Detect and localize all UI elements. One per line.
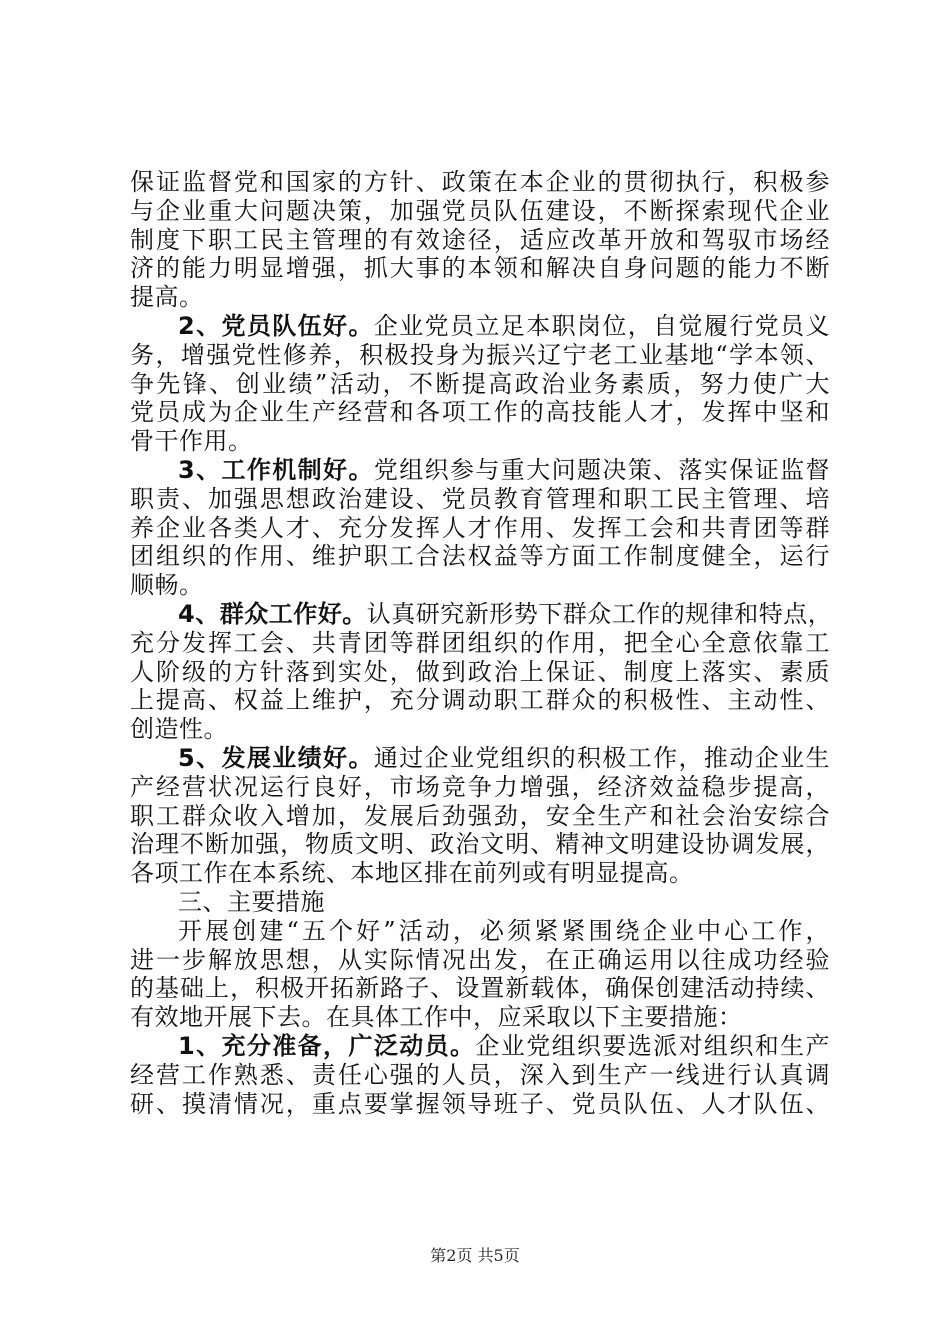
paragraph-text: 通过企业党组织的积极工作，推动企业生 [373, 743, 831, 772]
text-line: 保证监督党和国家的方针、政策在本企业的贯彻执行，积极参 [130, 168, 830, 196]
text-line: 提高。 [130, 283, 204, 312]
paragraph-text: 企业党组织要选派对组织和生产 [475, 1031, 830, 1060]
text-line: 团组织的作用、维护职工合法权益等方面工作制度健全，运行 [130, 542, 830, 571]
text-line: 产经营状况运行良好，市场竞争力增强，经济效益稳步提高， [130, 772, 830, 801]
text-line: 各项工作在本系统、本地区排在前列或有明显提高。 [130, 859, 694, 888]
paragraph-party-members [130, 312, 830, 456]
text-line: 党员成为企业生产经营和各项工作的高技能人才，发挥中坚和 [130, 398, 830, 427]
paragraph-development [130, 744, 830, 888]
text-line: 研、摸清情况，重点要掌握领导班子、党员队伍、人才队伍、 [130, 1089, 830, 1118]
page-number: 第2页 共5页 [430, 1246, 520, 1265]
paragraph-preparation [130, 1032, 830, 1118]
section-title: 三、主要措施 [178, 887, 325, 916]
paragraph-text: 企业党员立足本职岗位，自觉履行党员义 [373, 311, 831, 340]
paragraph-mass-work [130, 599, 833, 744]
text-line [130, 312, 830, 341]
paragraph-heading: 2、党员队伍好。 [178, 311, 374, 340]
paragraph-text: 党组织参与重大问题决策、落实保证监督 [373, 455, 831, 484]
section-heading [130, 888, 830, 917]
paragraph-heading: 3、工作机制好。 [178, 455, 374, 484]
paragraph-heading: 5、发展业绩好。 [178, 743, 374, 772]
text-line: 治理不断加强，物质文明、政治文明、精神文明建设协调发展， [130, 830, 830, 859]
text-line: 制度下职工民主管理的有效途径，适应改革开放和驾驭市场经 [130, 225, 830, 254]
text-line: 骨干作用。 [130, 427, 253, 456]
text-line: 的基础上，积极开拓新路子、设置新载体，确保创建活动持续、 [130, 974, 830, 1003]
page-footer [0, 1246, 950, 1266]
paragraph-work-mechanism [130, 456, 830, 600]
text-line: 争先锋、创业绩”活动，不断提高政治业务素质，努力使广大 [130, 369, 830, 398]
paragraph-measures-intro [130, 917, 830, 1032]
paragraph-continuation [130, 168, 830, 312]
text-line [130, 456, 830, 485]
paragraph-text: 认真研究新形势下群众工作的规律和特点， [366, 599, 833, 628]
paragraph-heading: 1、充分准备，广泛动员。 [178, 1031, 476, 1060]
text-line: 开展创建“五个好”活动，必须紧紧围绕企业中心工作， [178, 916, 830, 945]
text-line: 职责、加强思想政治建设、党员教育管理和职工民主管理、培 [130, 484, 830, 513]
text-line: 顺畅。 [130, 571, 204, 600]
text-line: 济的能力明显增强，抓大事的本领和解决自身问题的能力不断 [130, 254, 830, 283]
text-line [130, 1032, 830, 1061]
text-line [130, 744, 830, 773]
text-line: 充分发挥工会、共青团等群团组织的作用，把全心全意依靠工 [130, 628, 830, 657]
text-line: 进一步解放思想，从实际情况出发，在正确运用以往成功经验 [130, 945, 830, 974]
text-line: 职工群众收入增加，发展后劲强劲，安全生产和社会治安综合 [130, 801, 830, 830]
paragraph-heading: 4、群众工作好。 [178, 599, 367, 628]
text-line: 有效地开展下去。在具体工作中，应采取以下主要措施： [130, 1003, 743, 1032]
document-body [130, 168, 833, 1118]
text-line: 经营工作熟悉、责任心强的人员，深入到生产一线进行认真调 [130, 1060, 830, 1089]
text-line: 与企业重大问题决策，加强党员队伍建设，不断探索现代企业 [130, 196, 830, 225]
text-line: 养企业各类人才、充分发挥人才作用、发挥工会和共青团等群 [130, 513, 830, 542]
text-line: 上提高、权益上维护，充分调动职工群众的积极性、主动性、 [130, 686, 830, 715]
text-line: 人阶级的方针落到实处，做到政治上保证、制度上落实、素质 [130, 657, 830, 686]
text-line: 创造性。 [130, 715, 228, 744]
text-line [130, 599, 833, 629]
text-line: 务，增强党性修养，积极投身为振兴辽宁老工业基地“学本领、 [130, 340, 830, 369]
